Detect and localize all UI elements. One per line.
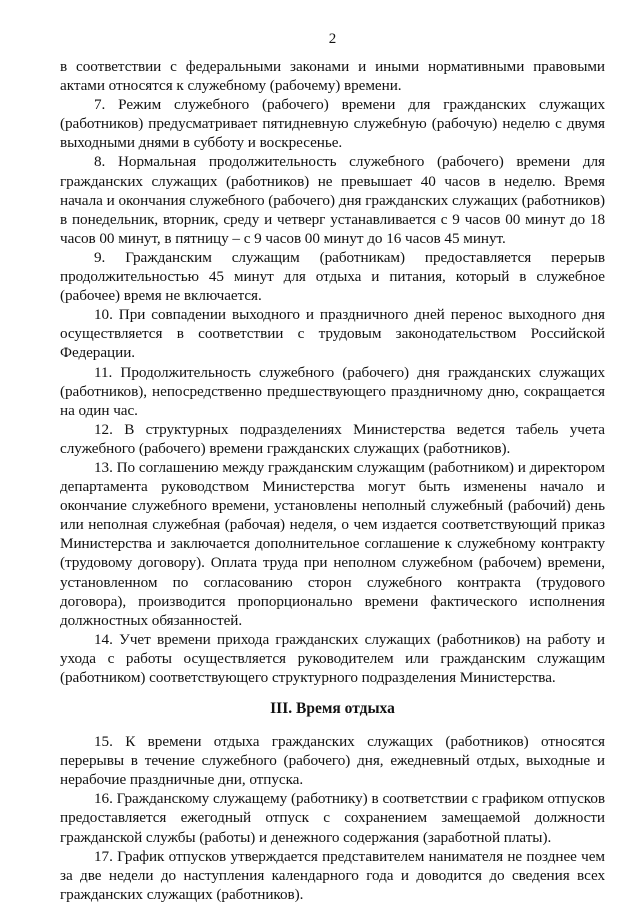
- paragraph-14: 14. Учет времени прихода гражданских служащих (работников) на работу и ухода с работы осуществляется руководителем или гражданским служащим (работником) соответствующего структурного подразделения Министерства.: [60, 630, 605, 686]
- paragraph-16: 16. Гражданскому служащему (работнику) в соответствии с графиком отпусков предоставляется ежегодный отпуск с сохранением замещаемой должности гражданской службы (работы) и денежного содержания (заработной платы).: [60, 790, 605, 846]
- paragraph-9: 9. Гражданским служащим (работникам) предоставляется перерыв продолжительностью 45 минут для отдыха и питания, который в служебное (рабочее) время не включается.: [60, 248, 605, 305]
- paragraph-continuation: в соответствии с федеральными законами и иными нормативными правовыми актами относятся к служебному (рабочему) времени.: [60, 58, 605, 95]
- paragraph-12: 12. В структурных подразделениях Министерства ведется табель учета служебного (рабочего) времени гражданских служащих (работников).: [60, 420, 605, 457]
- page-number: 2: [328, 31, 337, 47]
- document-page: [60, 30, 605, 904]
- paragraph-7: 7. Режим служебного (рабочего) времени для гражданских служащих (работников) предусматривает пятидневную служебную (рабочую) неделю с двумя выходными днями в субботу и воскресенье.: [60, 96, 605, 152]
- paragraph-11: 11. Продолжительность служебного (рабочего) дня гражданских служащих (работников), непосредственно предшествующего праздничному дню, сокращается на один час.: [60, 363, 605, 419]
- paragraph-15: 15. К времени отдыха гражданских служащих (работников) относятся перерывы в течение служебного (рабочего) дня, ежедневный отдых, выходные и нерабочие праздничные дни, отпуска.: [60, 733, 605, 789]
- section-title: III. Время отдыха: [270, 700, 395, 718]
- paragraph-13: 13. По соглашению между гражданским служащим (работником) и директором департамента руководством Министерства могут быть изменены начало и окончание служебного времени, установлены неполный служебный (рабочий) день или неполная служебная (рабочая) неделя, о чем издается соответствующий приказ Министерства и заключается дополнительное соглашение к служебному контракту (трудовому договору). Оплата труда при неполном служебном (рабочем) времени, установленном по согласованию сторон служебного контракта (трудового договора), производится пропорционально времени фактического исполнения должностных обязанностей.: [60, 458, 605, 629]
- paragraph-8: 8. Нормальная продолжительность служебного (рабочего) времени для гражданских служащих (работников) не превышает 40 часов в неделю. Время начала и окончания служебного (рабочего) дня гражданских служащих (работников) в понедельник, вторник, среду и четверг устанавливается с 9 часов 00 минут до 18 часов 00 минут, в пятницу – с 9 часов 00 минут до 16 часов 45 минут.: [60, 153, 605, 247]
- paragraph-17: 17. График отпусков утверждается представителем нанимателя не позднее чем за две недели до наступления календарного года и доводится до сведения всех гражданских служащих (работников).: [60, 847, 605, 903]
- paragraph-10: 10. При совпадении выходного и праздничного дней перенос выходного дня осуществляется в соответствии с трудовым законодательством Российской Федерации.: [60, 306, 605, 362]
